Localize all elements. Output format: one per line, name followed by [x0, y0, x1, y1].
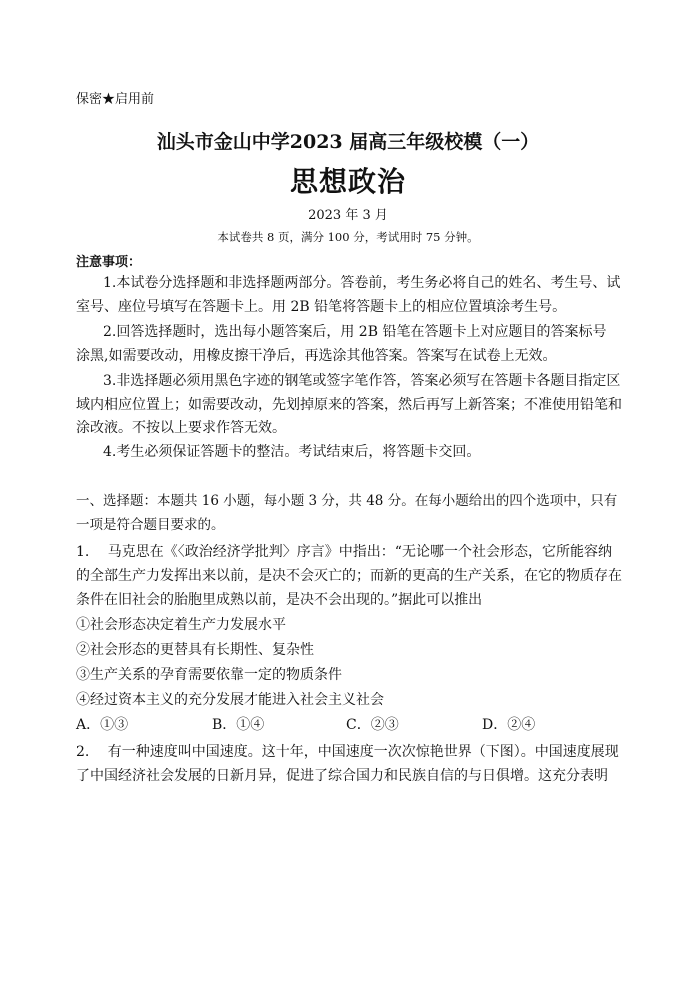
notice-heading: 注意事项：	[76, 255, 142, 270]
question-1-option: ③生产关系的孕育需要依靠一定的物质条件	[76, 667, 342, 683]
question-2-line: 了中国经济社会发展的日新月异，促进了综合国力和民族自信的与日俱增。这充分表明	[76, 768, 608, 784]
confidential-label: 保密★启用前	[76, 92, 155, 107]
school-title: 汕头市金山中学2023 届高三年级校模（一）	[156, 131, 540, 153]
choice-a: A．①③	[76, 717, 129, 733]
notice-line: 2.回答选择题时，选出每小题答案后，用 2B 铅笔在答题卡上对应题目的答案标号	[103, 324, 607, 340]
notice-line: 3.非选择题必须用黑色字迹的钢笔或签字笔作答，答案必须写在答题卡各题目指定区	[103, 373, 621, 389]
subject-title: 思想政治	[289, 165, 406, 198]
notice-line: 4.考生必须保证答题卡的整洁。考试结束后，将答题卡交回。	[103, 444, 481, 460]
notice-line: 域内相应位置上；如需要改动，先划掉原来的答案，然后再写上新答案；不准使用铅笔和	[76, 397, 622, 413]
section-instruction-line: 一、选择题：本题共 16 小题，每小题 3 分，共 48 分。在每小题给出的四个选项中，只有	[76, 493, 618, 509]
question-1-option: ②社会形态的更替具有长期性、复杂性	[76, 642, 314, 658]
notice-line: 涂改液。不按以上要求作答无效。	[76, 420, 286, 436]
exam-date: 2023 年 3 月	[308, 208, 388, 223]
notice-line: 1.本试卷分选择题和非选择题两部分。答卷前，考生务必将自己的姓名、考生号、试	[103, 275, 621, 291]
notice-line: 涂黑,如需要改动，用橡皮擦干净后，再选涂其他答案。答案写在试卷上无效。	[76, 348, 557, 364]
notice-line: 室号、座位号填写在答题卡上。用 2B 铅笔将答题卡上的相应位置填涂考生号。	[76, 299, 567, 315]
question-1-line: 1. 马克思在《〈政治经济学批判〉序言》中指出：“无论哪一个社会形态，它所能容纳	[76, 544, 612, 560]
question-1-option: ①社会形态决定着生产力发展水平	[76, 617, 286, 633]
exam-info: 本试卷共 8 页，满分 100 分，考试用时 75 分钟。	[217, 230, 479, 244]
question-2-line: 2. 有一种速度叫中国速度。这十年，中国速度一次次惊艳世界（下图）。中国速度展现	[76, 744, 619, 760]
section-instruction-line: 一项是符合题目要求的。	[76, 517, 225, 533]
question-1-line: 的全部生产力发挥出来以前，是决不会灭亡的；而新的更高的生产关系，在它的物质存在	[76, 568, 622, 584]
question-1-line: 条件在旧社会的胎胞里成熟以前，是决不会出现的。”据此可以推出	[76, 592, 483, 608]
choice-b: B．①④	[212, 717, 265, 733]
choice-c: C．②③	[346, 717, 399, 733]
choice-d: D．②④	[482, 717, 536, 733]
question-1-option: ④经过资本主义的充分发展才能进入社会主义社会	[76, 692, 384, 708]
